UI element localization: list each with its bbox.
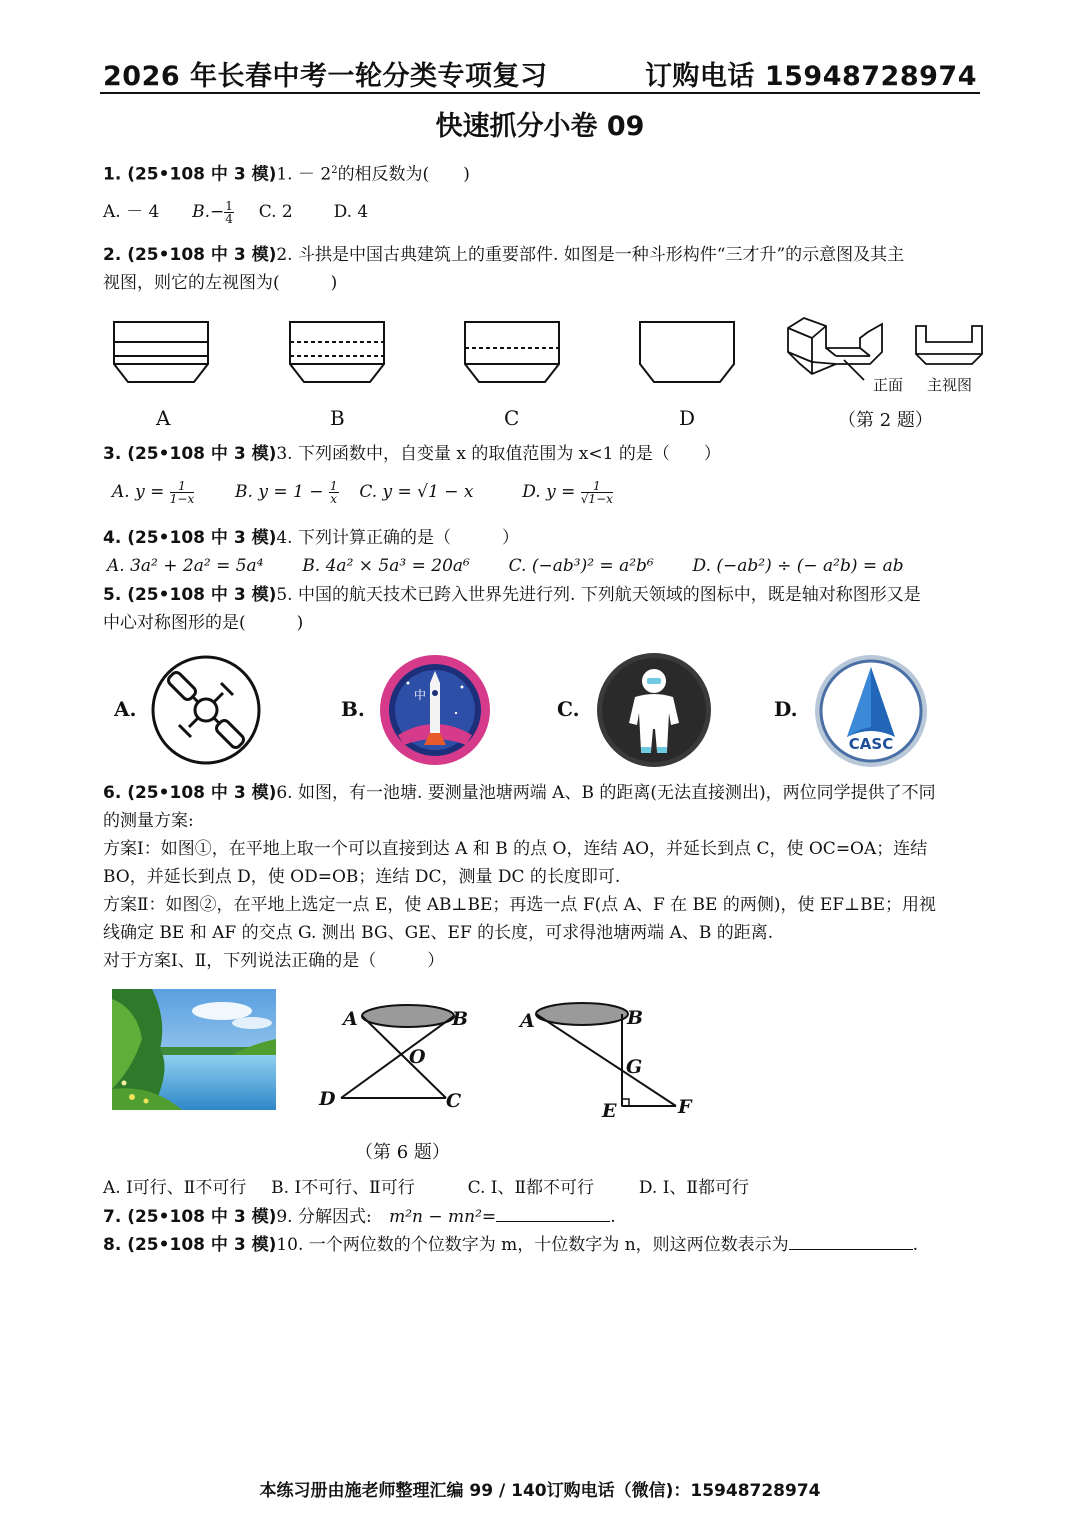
q2-option-c-shape — [465, 322, 559, 382]
q8-answer-blank[interactable] — [789, 1231, 913, 1250]
q6-fig2-label-e: E — [602, 1100, 617, 1122]
q1-option-a: A. － 4 — [103, 202, 160, 222]
q1-option-c: C. 2 — [258, 202, 293, 222]
q3-option-b-num: 1 — [329, 479, 338, 493]
q2-3d-object — [788, 318, 882, 380]
q3-option-b-prefix: B. y = 1 − — [235, 482, 329, 502]
question-4 — [103, 524, 983, 552]
q6-option-b: B. Ⅰ不可行、Ⅱ可行 — [271, 1178, 415, 1198]
q1-option-b-den: 4 — [225, 212, 233, 226]
q7-end: . — [610, 1207, 616, 1227]
q2-stem-line2: 视图，则它的左视图为( ) — [103, 273, 338, 293]
q2-figure — [100, 312, 990, 392]
q2-main-view — [916, 326, 982, 364]
q3-option-a-den: 1−x — [169, 492, 195, 506]
page-footer: 本练习册由施老师整理汇编 99 / 140订购电话（微信)：15948728974 — [259, 1481, 821, 1501]
q6-options — [103, 1174, 983, 1202]
q2-caption: （第 2 题） — [838, 410, 933, 431]
q5-label-b: B. — [341, 697, 365, 721]
header-phone: 订购电话 15948728974 — [644, 61, 977, 92]
question-2 — [103, 241, 983, 297]
q4-option-c: C. (−ab³)² = a²b⁶ — [508, 556, 654, 576]
q5-logo-b-text: 中 — [414, 688, 427, 702]
q3-option-a-prefix: A. y = — [112, 482, 170, 502]
q5-label-c: C. — [557, 697, 580, 721]
q4-option-d: D. (−ab²) ÷ (− a²b) = ab — [692, 556, 904, 576]
question-8 — [103, 1231, 983, 1259]
q1-options — [103, 198, 983, 226]
header-rule — [100, 92, 980, 94]
q5-stem-line2: 中心对称图形的是( ) — [103, 613, 304, 633]
q3-options — [112, 478, 992, 506]
q3-option-c: C. y = √1 − x — [359, 482, 474, 502]
question-6 — [103, 779, 983, 975]
q4-stem: 4. 下列计算正确的是（ ） — [276, 528, 519, 548]
q8-end: . — [912, 1235, 919, 1255]
q2-front-label: 正面 — [873, 376, 904, 394]
q1-stem-sup: 2 — [331, 165, 338, 176]
q1-option-b-prefix: B.− — [192, 202, 225, 222]
q4-option-a: A. 3a² + 2a² = 5a⁴ — [107, 556, 264, 576]
q7-expression: m²n − mn²= — [389, 1207, 497, 1227]
q6-fig2-label-b: B — [627, 1007, 644, 1029]
q3-option-a-num: 1 — [170, 480, 194, 493]
q6-option-d: D. Ⅰ、Ⅱ都可行 — [638, 1178, 749, 1198]
q3-option-d-prefix: D. y = — [522, 482, 581, 502]
q6-plan1-line2: BO，并延长到点 D，使 OD=OB；连结 DC，测量 DC 的长度即可. — [103, 867, 621, 887]
q3-option-d-fraction — [581, 480, 613, 505]
q6-plan1-line1: 方案Ⅰ：如图①，在平地上取一个可以直接到达 A 和 B 的点 O，连结 AO，并延长到点 C，使 OC=OA；连结 — [103, 839, 928, 859]
q6-plan2-line2: 线确定 BE 和 AF 的交点 G. 测出 BG、GE、EF 的长度，可求得池塘两端 A、B 的距离. — [103, 923, 774, 943]
q5-prefix: 5. (25•108 中 3 模) — [103, 585, 277, 605]
pond-photo — [112, 989, 276, 1110]
q3-prefix: 3. (25•108 中 3 模) — [103, 444, 277, 464]
q6-ask: 对于方案Ⅰ、Ⅱ，下列说法正确的是（ ） — [103, 951, 445, 971]
q6-plan2-line1: 方案Ⅱ：如图②，在平地上选定一点 E，使 AB⊥BE；再选一点 F(点 A、F 在 BE 的两侧)，使 EF⊥BE；用视 — [103, 895, 936, 915]
q5-label-a: A. — [114, 697, 137, 721]
question-1 — [103, 157, 983, 189]
q6-fig1-label-b: B — [452, 1008, 469, 1030]
q6-option-c: C. Ⅰ、Ⅱ都不可行 — [467, 1178, 595, 1198]
q5-logo-d-text: CASC — [848, 735, 894, 753]
q6-fig2-label-a: A — [520, 1010, 535, 1032]
q2-label-d: D — [679, 406, 696, 430]
question-3 — [103, 440, 983, 468]
q8-prefix: 8. (25•108 中 3 模) — [103, 1235, 277, 1255]
q2-prefix: 2. (25•108 中 3 模) — [103, 245, 277, 265]
rocket-mission-logo-icon — [378, 653, 492, 767]
q2-main-view-label: 主视图 — [927, 376, 973, 394]
question-5 — [103, 581, 983, 637]
page-title: 快速抓分小卷 09 — [435, 111, 645, 142]
question-7 — [103, 1203, 983, 1231]
q6-fig2-label-f: F — [678, 1096, 692, 1118]
casc-logo-icon — [813, 653, 929, 769]
q6-fig1-label-a: A — [343, 1008, 358, 1030]
q4-options — [107, 552, 987, 580]
q1-option-d: D. 4 — [333, 202, 369, 222]
q2-option-b-shape — [290, 322, 384, 382]
q6-option-a: A. Ⅰ可行、Ⅱ不可行 — [103, 1178, 247, 1198]
q6-stem-line1: 6. 如图，有一池塘. 要测量池塘两端 A、B 的距离(无法直接测出)，两位同学提供了不同 — [276, 783, 936, 803]
q6-fig1-label-d: D — [319, 1088, 336, 1110]
q2-label-a: A — [156, 406, 171, 430]
header-title: 2026 年长春中考一轮分类专项复习 — [103, 61, 548, 92]
satellite-logo-icon — [149, 653, 263, 767]
q6-fig1-label-o: O — [409, 1046, 426, 1068]
q4-option-b: B. 4a² × 5a³ = 20a⁶ — [302, 556, 470, 576]
q8-stem: 10. 一个两位数的个位数字为 m，十位数字为 n，则这两位数表示为 — [276, 1235, 789, 1255]
q2-label-c: C — [504, 406, 520, 430]
q6-caption: （第 6 题） — [355, 1142, 450, 1163]
q7-answer-blank[interactable] — [496, 1203, 610, 1222]
q6-fig1-label-c: C — [446, 1090, 462, 1112]
q5-stem-line1: 5. 中国的航天技术已跨入世界先进行列. 下列航天领域的图标中，既是轴对称图形又是 — [276, 585, 921, 605]
q7-prefix: 7. (25•108 中 3 模) — [103, 1207, 277, 1227]
q3-option-d-num: 1 — [581, 480, 613, 493]
q6-fig2-label-g: G — [626, 1056, 643, 1078]
q1-stem-a: 1. － 2 — [276, 164, 332, 185]
q5-label-d: D. — [774, 697, 798, 721]
q2-option-a-shape — [114, 322, 208, 382]
q1-stem-b: 的相反数为( ) — [337, 164, 470, 185]
q1-option-b-num: 1 — [225, 199, 233, 213]
q2-label-b: B — [330, 406, 345, 430]
q7-stem: 9. 分解因式: — [276, 1207, 372, 1227]
q2-option-d-shape — [640, 322, 734, 382]
q3-option-d-den: √1−x — [580, 492, 613, 506]
q2-stem-line1: 2. 斗拱是中国古典建筑上的重要部件. 如图是一种斗形构件“三才升”的示意图及其主 — [276, 245, 905, 265]
q1-option-b-fraction — [224, 200, 234, 225]
q6-prefix: 6. (25•108 中 3 模) — [103, 783, 277, 803]
q3-option-a-fraction — [170, 480, 194, 505]
q4-prefix: 4. (25•108 中 3 模) — [103, 528, 277, 548]
q3-stem: 3. 下列函数中，自变量 x 的取值范围为 x<1 的是（ ） — [276, 444, 721, 464]
q3-option-b-den: x — [330, 492, 338, 506]
q6-stem-line2: 的测量方案: — [103, 811, 194, 831]
q1-prefix: 1. (25•108 中 3 模) — [103, 164, 277, 185]
q3-option-b-fraction — [329, 480, 339, 505]
astronaut-logo-icon — [595, 651, 713, 769]
